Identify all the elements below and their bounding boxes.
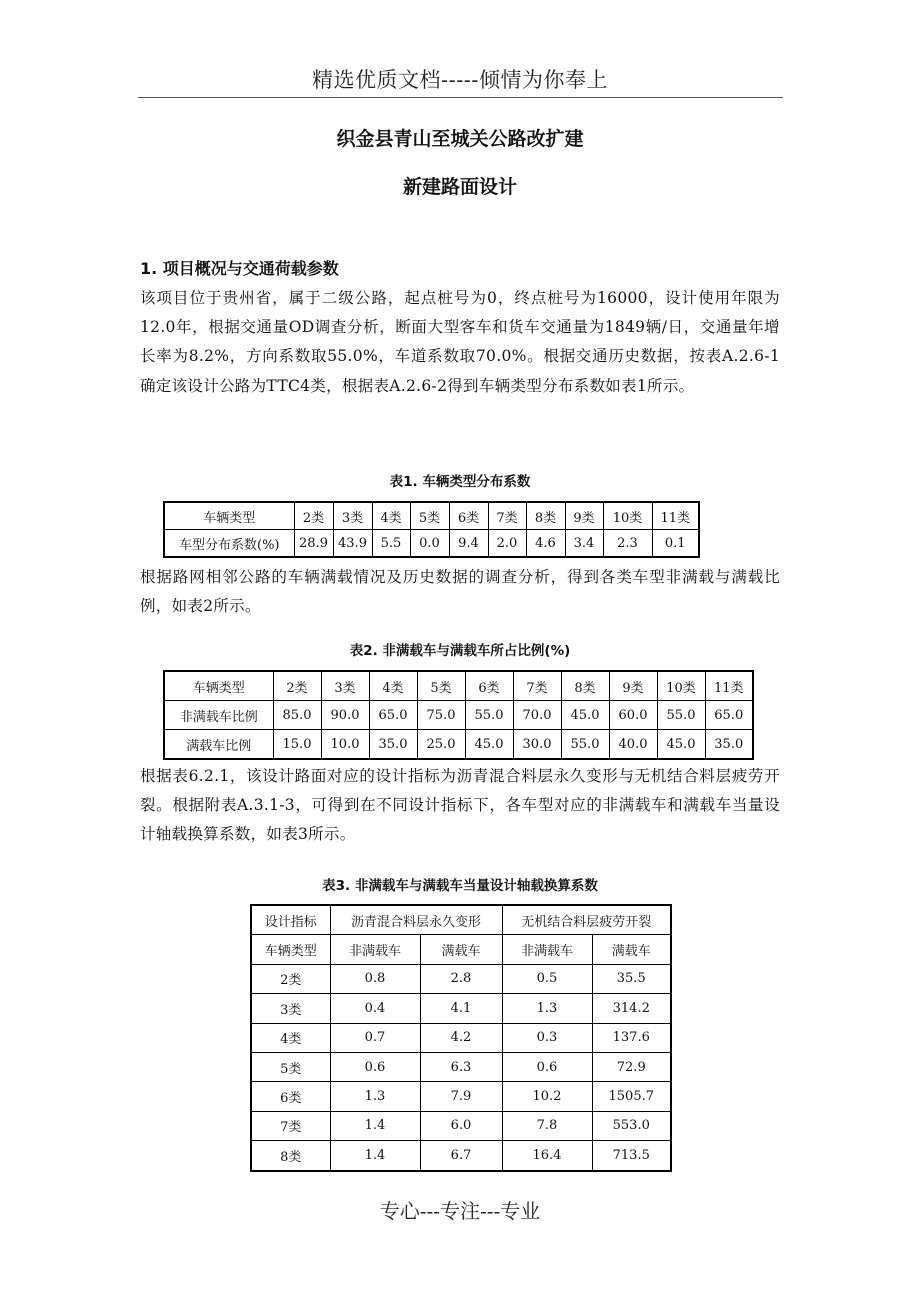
header-cell: 非满载车	[502, 935, 592, 964]
table-row	[164, 502, 699, 530]
table-cell: 55.0	[657, 701, 705, 730]
table1-caption: 表1. 车辆类型分布系数	[389, 474, 531, 490]
table-cell: 55.0	[561, 730, 609, 760]
table-cell: 非满载车比例	[164, 701, 273, 730]
document-title: 织金县青山至城关公路改扩建	[336, 128, 584, 150]
table-cell: 5类	[417, 671, 465, 701]
table-cell: 6类	[449, 502, 488, 530]
table-cell: 43.9	[333, 530, 372, 558]
table-cell: 0.0	[410, 530, 449, 558]
table-cell: 90.0	[321, 701, 369, 730]
table-cell: 0.5	[502, 964, 592, 993]
axle-load-conversion-table	[250, 904, 672, 1172]
table-cell: 5类	[410, 502, 449, 530]
table-cell: 5类	[251, 1052, 330, 1081]
table-cell: 30.0	[513, 730, 561, 760]
vehicle-distribution-table	[163, 501, 700, 558]
table-cell: 70.0	[513, 701, 561, 730]
table-cell: 45.0	[657, 730, 705, 760]
table3-caption: 表3. 非满载车与满载车当量设计轴载换算系数	[322, 878, 598, 894]
table-cell: 2类	[273, 671, 321, 701]
table-cell: 11类	[705, 671, 753, 701]
header-cell: 设计指标	[251, 905, 330, 935]
table-cell: 0.7	[330, 1023, 420, 1052]
table-cell: 1.3	[330, 1082, 420, 1111]
header-cell: 满载车	[420, 935, 502, 964]
table3-body	[251, 964, 671, 1170]
table-cell: 28.9	[294, 530, 333, 558]
table-cell: 3类	[251, 994, 330, 1023]
table-cell: 4.1	[420, 994, 502, 1023]
table-cell: 6类	[251, 1082, 330, 1111]
table-cell: 7.9	[420, 1082, 502, 1111]
table-cell: 10.2	[502, 1082, 592, 1111]
table-cell: 9.4	[449, 530, 488, 558]
table-cell: 16.4	[502, 1141, 592, 1171]
table-cell: 0.3	[502, 1023, 592, 1052]
section-heading: 1. 项目概况与交通荷载参数	[140, 259, 339, 278]
table-header-row	[251, 905, 671, 935]
table-cell: 65.0	[369, 701, 417, 730]
table-cell: 55.0	[465, 701, 513, 730]
table-cell: 10类	[603, 502, 652, 530]
table-cell: 4.2	[420, 1023, 502, 1052]
table-cell: 10类	[657, 671, 705, 701]
table-cell: 1.3	[502, 994, 592, 1023]
table-row	[164, 671, 753, 701]
table-cell: 7类	[251, 1111, 330, 1140]
table-cell: 6.0	[420, 1111, 502, 1140]
header-cell: 沥青混合料层永久变形	[330, 905, 502, 935]
paragraph-load-ratio: 根据路网相邻公路的车辆满载情况及历史数据的调查分析，得到各类车型非满载与满载比例，如表2所示。	[140, 568, 780, 616]
table-cell: 2类	[251, 964, 330, 993]
table-row	[164, 530, 699, 558]
table-row	[251, 1052, 671, 1081]
table-row	[251, 964, 671, 993]
table-row	[164, 701, 753, 730]
table-cell: 11类	[652, 502, 699, 530]
table-cell: 15.0	[273, 730, 321, 760]
table-cell: 6.7	[420, 1141, 502, 1171]
table-row	[251, 1111, 671, 1140]
table-row	[251, 1141, 671, 1171]
table-cell: 4类	[369, 671, 417, 701]
table-cell: 60.0	[609, 701, 657, 730]
header-cell: 车辆类型	[251, 935, 330, 964]
header-cell: 无机结合料层疲劳开裂	[502, 905, 671, 935]
table-cell: 4类	[372, 502, 410, 530]
table-cell: 8类	[561, 671, 609, 701]
table-cell: 2类	[294, 502, 333, 530]
table-cell: 5.5	[372, 530, 410, 558]
table-row	[251, 1023, 671, 1052]
table2-caption: 表2. 非满载车与满载车所占比例(%)	[349, 643, 571, 659]
table-cell: 137.6	[592, 1023, 671, 1052]
table-cell: 3类	[321, 671, 369, 701]
table-cell: 713.5	[592, 1141, 671, 1171]
table-cell: 2.8	[420, 964, 502, 993]
table-cell: 0.1	[652, 530, 699, 558]
load-ratio-table	[163, 670, 754, 760]
table-cell: 25.0	[417, 730, 465, 760]
table-cell: 7.8	[502, 1111, 592, 1140]
table-cell: 3类	[333, 502, 372, 530]
table-cell: 车型分布系数(%)	[164, 530, 294, 558]
table-cell: 车辆类型	[164, 502, 294, 530]
table-cell: 10.0	[321, 730, 369, 760]
table-row	[251, 994, 671, 1023]
table-cell: 314.2	[592, 994, 671, 1023]
table-cell: 6.3	[420, 1052, 502, 1081]
table-cell: 6类	[465, 671, 513, 701]
table-cell: 0.6	[502, 1052, 592, 1081]
table-cell: 45.0	[465, 730, 513, 760]
paragraph-axle-load: 根据表6.2.1，该设计路面对应的设计指标为沥青混合料层永久变形与无机结合料层疲劳开裂。根据附表A.3.1-3，可得到在不同设计指标下，各车型对应的非满载车和满载车当量设计轴载换算系数，如表3所示。	[140, 767, 780, 844]
table-header-row	[251, 935, 671, 964]
table-cell: 4.6	[526, 530, 565, 558]
table-cell: 35.0	[705, 730, 753, 760]
header-divider	[138, 97, 783, 98]
table-cell: 4类	[251, 1023, 330, 1052]
table-cell: 2.0	[488, 530, 526, 558]
table-cell: 7类	[513, 671, 561, 701]
table-cell: 1505.7	[592, 1082, 671, 1111]
table-cell: 8类	[526, 502, 565, 530]
table-cell: 满载车比例	[164, 730, 273, 760]
table-cell: 85.0	[273, 701, 321, 730]
table-cell: 7类	[488, 502, 526, 530]
table-cell: 553.0	[592, 1111, 671, 1140]
table-cell: 72.9	[592, 1052, 671, 1081]
table-cell: 0.6	[330, 1052, 420, 1081]
table-row	[251, 1082, 671, 1111]
table-cell: 45.0	[561, 701, 609, 730]
table-cell: 40.0	[609, 730, 657, 760]
table-row	[164, 730, 753, 760]
table-cell: 35.5	[592, 964, 671, 993]
page-header: 精选优质文档-----倾情为你奉上	[312, 68, 608, 92]
table-cell: 35.0	[369, 730, 417, 760]
table-cell: 65.0	[705, 701, 753, 730]
table-cell: 8类	[251, 1141, 330, 1171]
document-subtitle: 新建路面设计	[402, 176, 517, 198]
table-cell: 9类	[609, 671, 657, 701]
table-cell: 9类	[565, 502, 603, 530]
paragraph-project-overview: 该项目位于贵州省，属于二级公路，起点桩号为0，终点桩号为16000，设计使用年限为12.0年，根据交通量OD调查分析，断面大型客车和货车交通量为1849辆/日，交通量年增长率为8.2%，方向系数取55.0%，车道系数取70.0%。根据交通历史数据，按表A.2.6-1确定该设计公路为TTC4类，根据表A.2.6-2得到车辆类型分布系数如表1所示。	[140, 289, 780, 395]
table-cell: 2.3	[603, 530, 652, 558]
header-cell: 满载车	[592, 935, 671, 964]
table-cell: 75.0	[417, 701, 465, 730]
table-cell: 1.4	[330, 1111, 420, 1140]
table-cell: 3.4	[565, 530, 603, 558]
table-cell: 0.4	[330, 994, 420, 1023]
table-cell: 0.8	[330, 964, 420, 993]
page-footer: 专心---专注---专业	[379, 1199, 541, 1223]
table-cell: 车辆类型	[164, 671, 273, 701]
header-cell: 非满载车	[330, 935, 420, 964]
table-cell: 1.4	[330, 1141, 420, 1171]
